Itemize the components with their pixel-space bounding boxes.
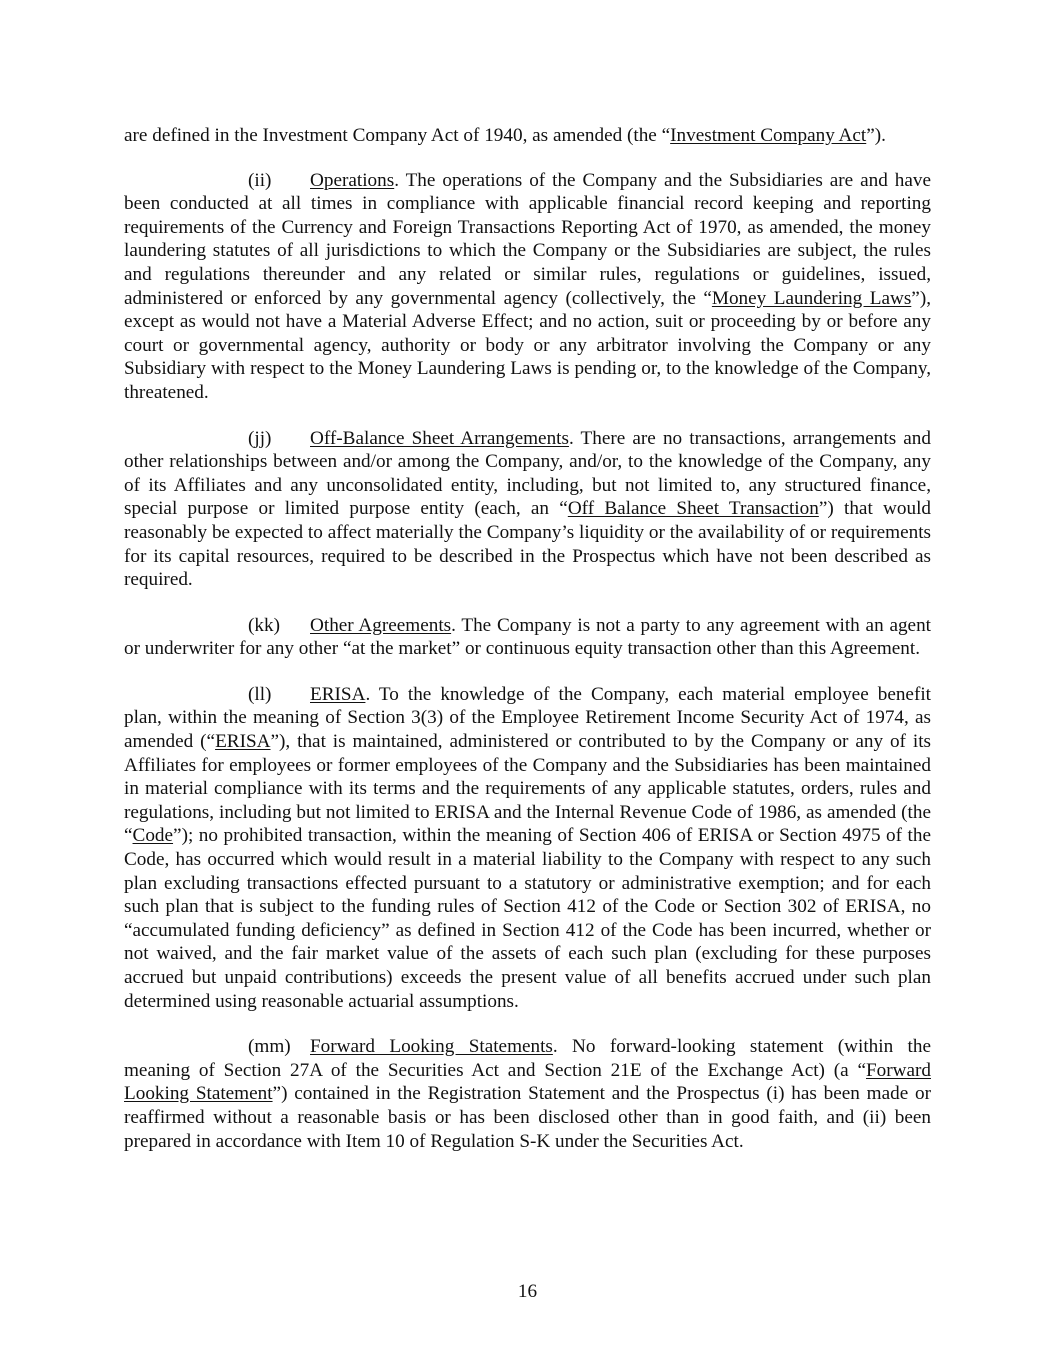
section-text: ”); no prohibited transaction, within the meaning of Section 406 of ERISA or Section 4975 of the Code, has occurred which would result in a material liability to the Company with respect to any such plan excluding transactions effected pursuant to a statutory or administrative exemption; and for each such plan that is subject to the funding rules of Section 412 of the Code or Section 302 of ERISA, no “accumulated funding deficiency” as defined in Section 412 of the Code has been incurred, whether or not waived, and the fair market value of the assets of each such plan (excluding for these purposes accrued but unpaid contributions) exceeds the present value of all benefits accrued under such plan determined using reasonable actuarial assumptions. [124,825,931,1012]
defined-term: Investment Company Act [670,125,867,146]
intro-text: are defined in the Investment Company Act of 1940, as amended (the “ [124,125,671,146]
intro-paragraph [124,124,931,148]
section-paragraph [124,427,931,592]
section-paragraph [124,169,931,405]
section-text: . There are no transactions, arrangements and other relationships between and/or among the Company, and/or, to the knowledge of the Company, any of its Affiliates and any unconsolidated entity, including, but not limited to, any structured finance, special purpose or limited purpose entity (each, an “ [124,427,931,520]
section-text: ”), that is maintained, administered or contributed to by the Company or any of its Affiliates for employees or former employees of the Company and the Subsidiaries has been maintained in material compliance with its terms and the requirements of any applicable statutes, orders, rules and regulations, including but not limited to ERISA and the Internal Revenue Code of 1986, as amended (the “ [124,731,931,847]
section-number: (ii) [248,169,272,191]
section-text: . No forward-looking statement (within the meaning of Section 27A of the Securities Act and Section 21E of the Exchange Act) (a “ [124,1036,931,1081]
section-heading: Other Agreements [310,614,452,636]
section-number: (ll) [248,683,272,705]
section-paragraph [124,1035,931,1153]
section-paragraph [124,683,931,1013]
section-heading: Off-Balance Sheet Arrangements [310,427,569,449]
defined-term: Code [132,825,174,847]
section-text: . The operations of the Company and the Subsidiaries are and have been conducted at all times in compliance with applicable financial record keeping and reporting requirements of the Currency and Foreign Transactions Reporting Act of 1970, as amended, the money laundering statutes of all jurisdictions to which the Company or the Subsidiaries are subject, the rules and regulations thereunder and any related or similar rules, regulations or guidelines, issued, administered or enforced by any governmental agency (collectively, the “ [124,169,931,309]
section-number: (kk) [248,614,280,636]
section-text: ”) contained in the Registration Statement and the Prospectus (i) has been made or reaffirmed without a reasonable basis or has been disclosed other than in good faith, and (ii) been prepared in accordance with Item 10 of Regulation S-K under the Securities Act. [124,1083,931,1152]
document-body [124,124,931,1175]
section-paragraph [124,614,931,661]
intro-text-end: ”). [866,125,886,146]
section-heading: ERISA [310,683,366,705]
page-number: 16 [517,1281,538,1302]
section-heading: Operations [310,169,395,191]
section-number: (jj) [248,427,272,449]
sections-list [124,169,931,1154]
section-number: (mm) [248,1036,291,1058]
defined-term: Money Laundering Laws [711,287,912,309]
section-text: . To the knowledge of the Company, each material employee benefit plan, within the meaning of Section 3(3) of the Employee Retirement Income Security Act of 1974, as amended (“ [124,683,931,753]
defined-term: Off Balance Sheet Transaction [567,498,819,520]
defined-term: ERISA [215,731,271,753]
section-heading: Forward Looking Statements [310,1036,553,1058]
defined-term: Forward Looking Statement [124,1059,931,1105]
section-text: . The Company is not a party to any agreement with an agent or underwriter for any other “at the market” or continuous equity transaction other than this Agreement. [124,614,931,660]
section-text: ”), except as would not have a Material Adverse Effect; and no action, suit or proceeding by or before any court or governmental agency, authority or body or any arbitrator involving the Company or any Subsidiary with respect to the Money Laundering Laws is pending or, to the knowledge of the Company, threatened. [124,287,931,403]
section-text: ”) that would reasonably be expected to affect materially the Company’s liquidity or the availability of or requirements for its capital resources, required to be described in the Prospectus which have not been described as required. [124,498,931,591]
